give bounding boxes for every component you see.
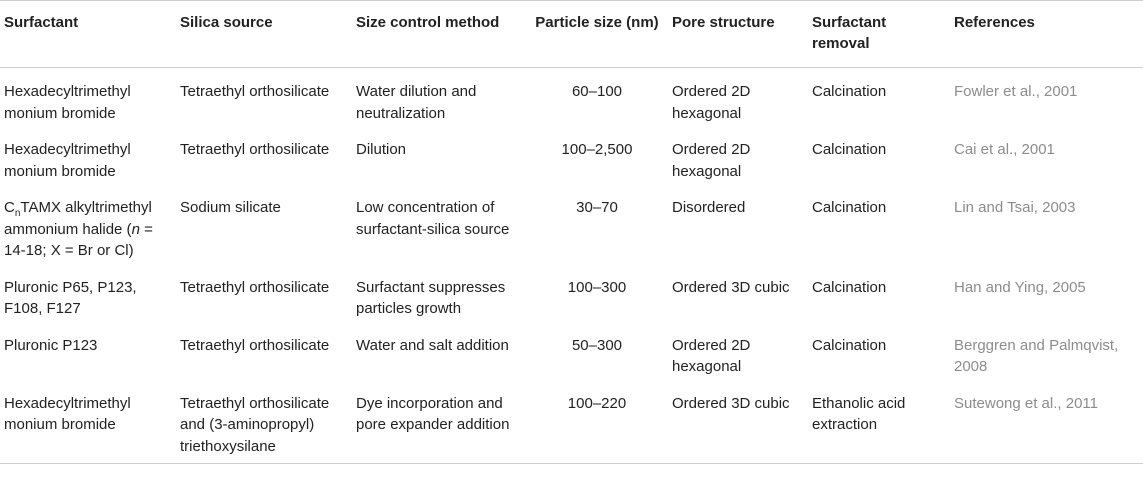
col-header-pore-structure: Pore structure bbox=[668, 1, 808, 68]
table-row bbox=[0, 323, 1143, 381]
cell-surfactant-removal: Ethanolic acid extraction bbox=[808, 381, 950, 464]
cell-reference-link[interactable]: Han and Ying, 2005 bbox=[954, 278, 1086, 296]
cell-surfactant bbox=[0, 185, 176, 265]
cell-particle-size: 50–300 bbox=[571, 336, 623, 354]
cell-surfactant-removal: Calcination bbox=[812, 141, 887, 158]
cell-surfactant: Hexadecyltrimethyl monium bromide bbox=[0, 381, 176, 464]
table-row bbox=[0, 185, 1143, 265]
cell-size-control: Surfactant suppresses particles growth bbox=[356, 278, 506, 317]
col-header-references: References bbox=[950, 1, 1143, 68]
cell-reference-link[interactable]: Lin and Tsai, 2003 bbox=[954, 199, 1076, 216]
subscript-n: n bbox=[14, 208, 21, 219]
cell-surfactant-removal: Calcination bbox=[812, 278, 887, 296]
surfactant-tail: = 14-18; X = Br or Cl) bbox=[4, 220, 153, 259]
cell-size-control: Dye incorporation and pore expander addition bbox=[352, 381, 526, 464]
italic-n: n bbox=[131, 220, 140, 238]
cell-particle-size: 60–100 bbox=[571, 83, 623, 100]
surfactant-text: TAMX alkyltrimethyl ammonium halide ( bbox=[4, 199, 152, 238]
cell-reference-link[interactable]: Fowler et al., 2001 bbox=[954, 83, 1078, 100]
header-row bbox=[0, 1, 1143, 68]
cell-particle-size: 100–2,500 bbox=[561, 141, 633, 158]
cell-reference-link[interactable]: Cai et al., 2001 bbox=[954, 141, 1055, 158]
cell-surfactant: Pluronic P123 bbox=[4, 336, 98, 354]
cell-silica-source: Tetraethyl orthosilicate bbox=[180, 278, 330, 296]
cell-size-control: Water and salt addition bbox=[356, 336, 509, 354]
cell-silica-source: Tetraethyl orthosilicate bbox=[180, 83, 330, 100]
col-header-surfactant: Surfactant bbox=[0, 1, 176, 68]
col-header-size-control: Size control method bbox=[352, 1, 526, 68]
table-row bbox=[0, 265, 1143, 323]
cell-pore-structure: Ordered 2D hexagonal bbox=[672, 336, 751, 375]
cell-pore-structure: Ordered 3D cubic bbox=[668, 381, 808, 464]
col-header-surfactant-removal: Surfactant removal bbox=[808, 1, 950, 68]
cell-surfactant: Hexadecyltrimethyl monium bromide bbox=[4, 141, 131, 180]
cell-reference-link[interactable]: Sutewong et al., 2011 bbox=[950, 381, 1143, 464]
col-header-particle-size: Particle size (nm) bbox=[526, 1, 668, 68]
cell-particle-size: 30–70 bbox=[576, 199, 618, 216]
cell-silica-source: Tetraethyl orthosilicate bbox=[180, 336, 330, 354]
table-row bbox=[0, 381, 1143, 464]
cell-surfactant: Pluronic P65, P123, F108, F127 bbox=[4, 278, 137, 317]
cell-surfactant: Hexadecyltrimethyl monium bromide bbox=[4, 83, 131, 122]
cell-surfactant-removal: Calcination bbox=[812, 199, 887, 216]
col-header-silica-source: Silica source bbox=[176, 1, 352, 68]
cell-silica-source: Sodium silicate bbox=[180, 199, 281, 216]
surfactant-prefix: C bbox=[4, 199, 15, 216]
cell-particle-size: 100–220 bbox=[526, 381, 668, 464]
table-row bbox=[0, 68, 1143, 128]
cell-silica-source: Tetraethyl orthosilicate and (3-aminopropyl) triethoxysilane bbox=[176, 381, 352, 464]
cell-reference-link[interactable]: Berggren and Palmqvist, 2008 bbox=[954, 336, 1119, 375]
cell-particle-size: 100–300 bbox=[567, 278, 627, 296]
cell-size-control: Low concentration of surfactant-silica source bbox=[356, 199, 510, 238]
cell-size-control: Water dilution and neutralization bbox=[356, 83, 477, 122]
cell-pore-structure: Disordered bbox=[672, 199, 746, 216]
cell-pore-structure: Ordered 2D hexagonal bbox=[672, 83, 751, 122]
cell-size-control: Dilution bbox=[356, 141, 407, 158]
cell-pore-structure: Ordered 2D hexagonal bbox=[672, 141, 751, 180]
cell-pore-structure: Ordered 3D cubic bbox=[672, 278, 790, 296]
cell-surfactant-removal: Calcination bbox=[812, 336, 887, 354]
cell-surfactant-removal: Calcination bbox=[812, 83, 887, 100]
cell-silica-source: Tetraethyl orthosilicate bbox=[180, 141, 330, 158]
table-row bbox=[0, 127, 1143, 185]
